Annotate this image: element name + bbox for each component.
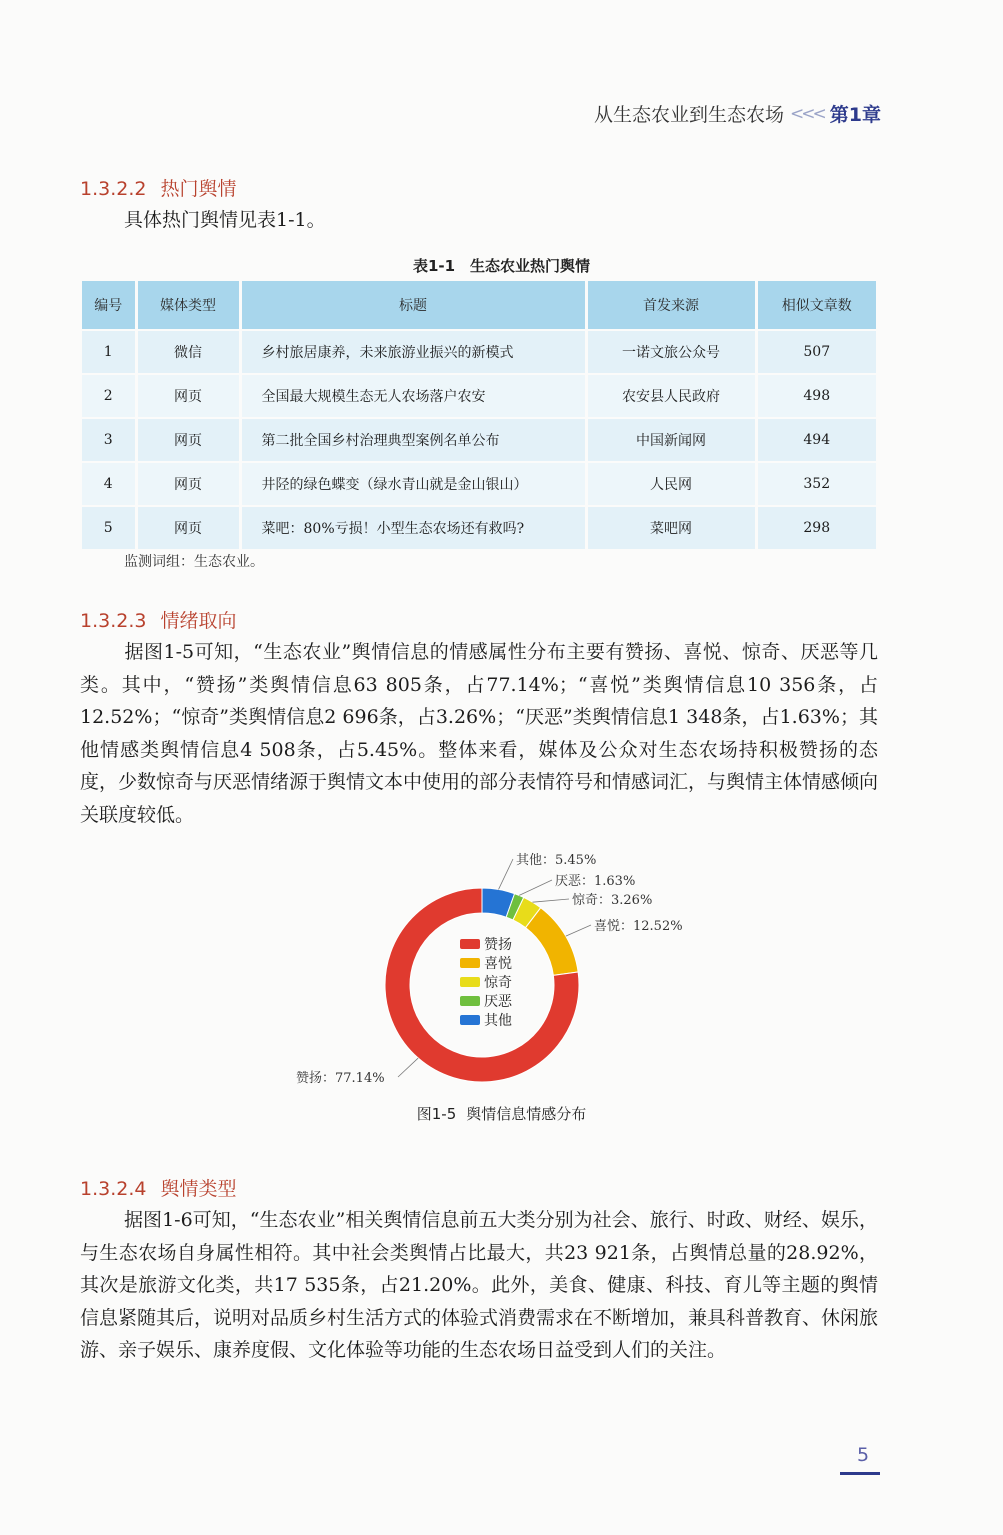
cell-title: 乡村旅居康养，未来旅游业振兴的新模式 (240, 330, 586, 374)
col-header: 标题 (240, 281, 586, 330)
cell-media: 网页 (136, 506, 240, 549)
chevron-icon: <<< (790, 103, 824, 124)
book-title: 从生态农业到生态农场 (594, 104, 785, 126)
data-label-0: 赞扬：77.14% (296, 1071, 385, 1086)
col-header: 编号 (82, 281, 136, 330)
cell-count: 498 (756, 374, 876, 418)
data-label-1: 喜悦：12.52% (594, 919, 683, 934)
cell-title: 全国最大规模生态无人农场落户农安 (240, 374, 586, 418)
cell-media: 微信 (136, 330, 240, 374)
cell-title: 菜吧：80%亏损！小型生态农场还有救吗? (240, 506, 586, 549)
table-row (82, 330, 876, 374)
col-header: 媒体类型 (136, 281, 240, 330)
cell-source: 一诺文旅公众号 (586, 330, 756, 374)
cell-count: 298 (756, 506, 876, 549)
section-number: 1.3.2.3 (80, 610, 147, 632)
cell-id: 4 (82, 462, 136, 506)
col-header: 首发来源 (586, 281, 756, 330)
running-header (594, 100, 881, 127)
cell-count: 507 (756, 330, 876, 374)
cell-id: 1 (82, 330, 136, 374)
legend-swatch-2 (460, 977, 480, 987)
data-label-4: 其他：5.45% (516, 853, 597, 868)
table-row (82, 418, 876, 462)
chapter-label: 第1章 (829, 104, 881, 126)
col-header: 相似文章数 (756, 281, 876, 330)
table-row (82, 374, 876, 418)
figure-caption (0, 1103, 1003, 1124)
data-label-2: 惊奇：3.26% (572, 893, 653, 908)
legend-swatch-3 (460, 996, 480, 1006)
section-heading-hot (80, 174, 237, 201)
legend-swatch-0 (460, 939, 480, 949)
cell-source: 菜吧网 (586, 506, 756, 549)
cell-title: 井陉的绿色蝶变（绿水青山就是金山银山） (240, 462, 586, 506)
leader-line-0 (398, 1058, 418, 1077)
cell-media: 网页 (136, 418, 240, 462)
paragraph-text: 具体热门舆情见表1-1。 (124, 209, 326, 231)
legend-label-3: 厌恶 (484, 994, 512, 1010)
page-number: 5 (856, 1444, 870, 1466)
section-number: 1.3.2.4 (80, 1178, 147, 1200)
legend-swatch-1 (460, 958, 480, 968)
cell-source: 中国新闻网 (586, 418, 756, 462)
hot-topics-table (82, 281, 876, 549)
cell-source: 人民网 (586, 462, 756, 506)
cell-id: 3 (82, 418, 136, 462)
paragraph-text: 据图1-6可知，“生态农业”相关舆情信息前五大类分别为社会、旅行、时政、财经、娱乐，与生态农场自身属性相符。其中社会类舆情占比最大，共23 921条，占舆情总量的28.92%，其次是旅游文化类，共17 535条，占21.20%。此外，美食、健康、科技、育儿等主题的舆情信息紧随其后，说明对品质乡村生活方式的体验式消费需求在不断增加，兼具科普教育、休闲旅游、亲子娱乐、康养度假、文化体验等功能的生态农场日益受到人们的关注。 (80, 1209, 879, 1361)
cell-source: 农安县人民政府 (586, 374, 756, 418)
legend-swatch-4 (460, 1015, 480, 1025)
paragraph-emotion (80, 636, 878, 831)
section-heading-emotion (80, 606, 237, 633)
data-label-3: 厌恶：1.63% (555, 874, 636, 889)
cell-count: 352 (756, 462, 876, 506)
leader-line-4 (499, 859, 513, 889)
table-caption: 表1-1 生态农业热门舆情 (412, 257, 591, 275)
table-row (82, 506, 876, 549)
paragraph-type (80, 1204, 878, 1367)
legend-label-2: 惊奇 (484, 975, 512, 991)
section-number: 1.3.2.2 (80, 178, 147, 200)
section-title: 热门舆情 (160, 178, 237, 200)
section-title: 舆情类型 (160, 1178, 237, 1200)
leader-line-1 (566, 925, 591, 936)
paragraph-text: 据图1-5可知，“生态农业”舆情信息的情感属性分布主要有赞扬、喜悦、惊奇、厌恶等几类。其中，“赞扬”类舆情信息63 805条，占77.14%；“喜悦”类舆情信息10 356条，占12.52%；“惊奇”类舆情信息2 696条，占3.26%；“厌恶”类舆情信息1 348条，占1.63%；其他情感类舆情信息4 508条，占5.45%。整体来看，媒体及公众对生态农场持积极赞扬的态度，少数惊奇与厌恶情绪源于舆情文本中使用的部分表情符号和情感词汇，与舆情主体情感倾向关联度较低。 (80, 641, 879, 826)
cell-media: 网页 (136, 374, 240, 418)
cell-count: 494 (756, 418, 876, 462)
cell-title: 第二批全国乡村治理典型案例名单公布 (240, 418, 586, 462)
figure-label: 图1-5 (416, 1105, 457, 1123)
section-heading-type (80, 1174, 237, 1201)
table-row (82, 462, 876, 506)
table-header-row (82, 281, 876, 330)
leader-line-3 (519, 880, 552, 895)
cell-id: 2 (82, 374, 136, 418)
cell-media: 网页 (136, 462, 240, 506)
figure-title: 舆情信息情感分布 (466, 1105, 587, 1123)
paragraph-hot-intro (80, 204, 878, 237)
page-number-underline (840, 1472, 880, 1475)
legend-label-0: 赞扬 (484, 937, 512, 953)
leader-line-2 (532, 899, 569, 902)
table-note: 监测词组：生态农业。 (124, 554, 264, 570)
legend-label-4: 其他 (484, 1013, 512, 1029)
emotion-donut-chart (280, 845, 720, 1095)
legend-label-1: 喜悦 (484, 956, 512, 972)
cell-id: 5 (82, 506, 136, 549)
donut-slice-1 (526, 908, 579, 976)
section-title: 情绪取向 (160, 610, 237, 632)
